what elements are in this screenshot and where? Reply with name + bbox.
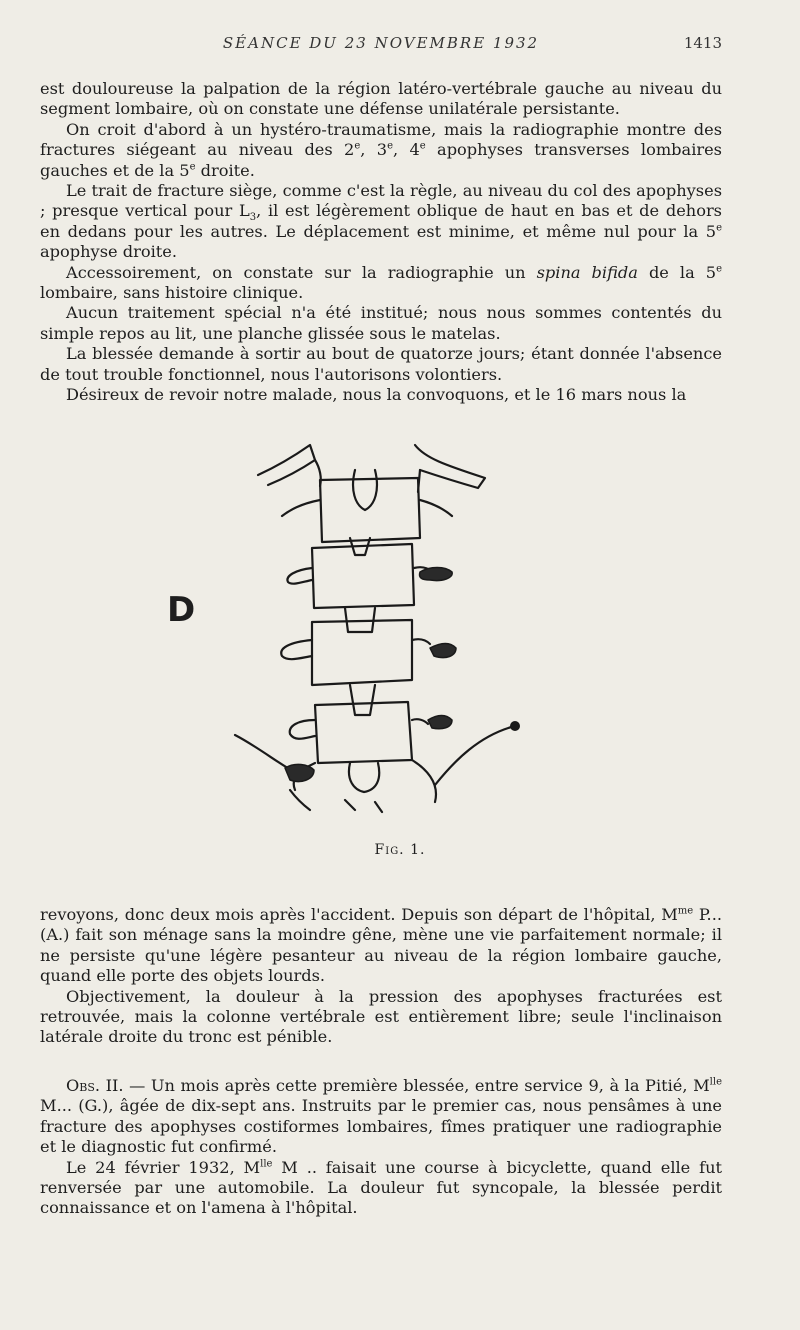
page-header bbox=[40, 34, 722, 56]
observation-label: Obs. II. bbox=[66, 1076, 124, 1095]
spine-figure bbox=[150, 430, 560, 830]
running-head: SÉANCE DU 23 NOVEMBRE 1932 bbox=[222, 34, 540, 52]
paragraph: Objectivement, la douleur à la pression des apophyses fracturées est retrouvée, mais la colonne vertébrale est entièrement libre; seule l'inclinaison latérale droite du tronc est pénible. bbox=[40, 986, 722, 1047]
figure-side-label: D bbox=[167, 590, 196, 630]
spine-drawing bbox=[150, 430, 560, 830]
paragraph: Le trait de fracture siège, comme c'est la règle, au niveau du col des apophyses ; presque vertical pour $L_3$, il est légèrement oblique de haut en bas et de dehors en dedans pour les autres. Le déplacement est minime, et même nul pour la 5e apophyse droite. bbox=[40, 181, 722, 262]
paragraph: La blessée demande à sortir au bout de quatorze jours; étant donnée l'absence de tout trouble fonctionnel, nous l'autorisons volontiers. bbox=[40, 344, 722, 384]
paragraph: revoyons, donc deux mois après l'accident. Depuis son départ de l'hôpital, $M^{me}$ P... (A.) fait son ménage sans la moindre gêne, mène une vie parfaitement normale; il ne persiste qu'une légère pesanteur au niveau de la région lombaire gauche, quand elle porte des objets lourds. bbox=[40, 905, 722, 986]
paragraph: On croit d'abord à un hystéro-traumatisme, mais la radiographie montre des fractures siégeant au niveau des 2e, 3e, 4e apophyses transverses lombaires gauches et de la 5e droite. bbox=[40, 119, 722, 180]
paragraph: Aucun traitement spécial n'a été institué; nous nous sommes contentés du simple repos au lit, une planche glissée sous le matelas. bbox=[40, 303, 722, 343]
paragraph: Désireux de revoir notre malade, nous la convoquons, et le 16 mars nous la bbox=[66, 385, 687, 405]
page-number: 1413 bbox=[683, 34, 722, 52]
paragraph: est douloureuse la palpation de la région latéro-vertébrale gauche au niveau du segment lombaire, où on constate une défense unilatérale persistante. bbox=[40, 79, 722, 119]
paragraph: Accessoirement, on constate sur la radiographie un spina bifida de la 5e lombaire, sans histoire clinique. bbox=[40, 262, 723, 303]
body-text-middle bbox=[40, 905, 722, 1048]
body-text-top bbox=[40, 79, 722, 406]
paragraph: Le 24 février 1932, $M^{lle}$ M .. faisait une course à bicyclette, quand elle fut renversée par une automobile. La douleur fut syncopale, la blessée perdit connaissance et on l'amena à l'hôpital. bbox=[40, 1157, 723, 1218]
figure-caption: Fig. 1. bbox=[374, 842, 426, 858]
paragraph: Obs. II. — Un mois après cette première blessée, entre service 9, à la Pitié, $M^{lle}$ M... (G.), âgée de dix-sept ans. Instruits par le premier cas, nous pensâmes à une fracture des apophyses costiformes lombaires, fîmes pratiquer une radiographie et le diagnostic fut confirmé. bbox=[40, 1076, 722, 1157]
body-text-bottom bbox=[40, 1076, 722, 1219]
